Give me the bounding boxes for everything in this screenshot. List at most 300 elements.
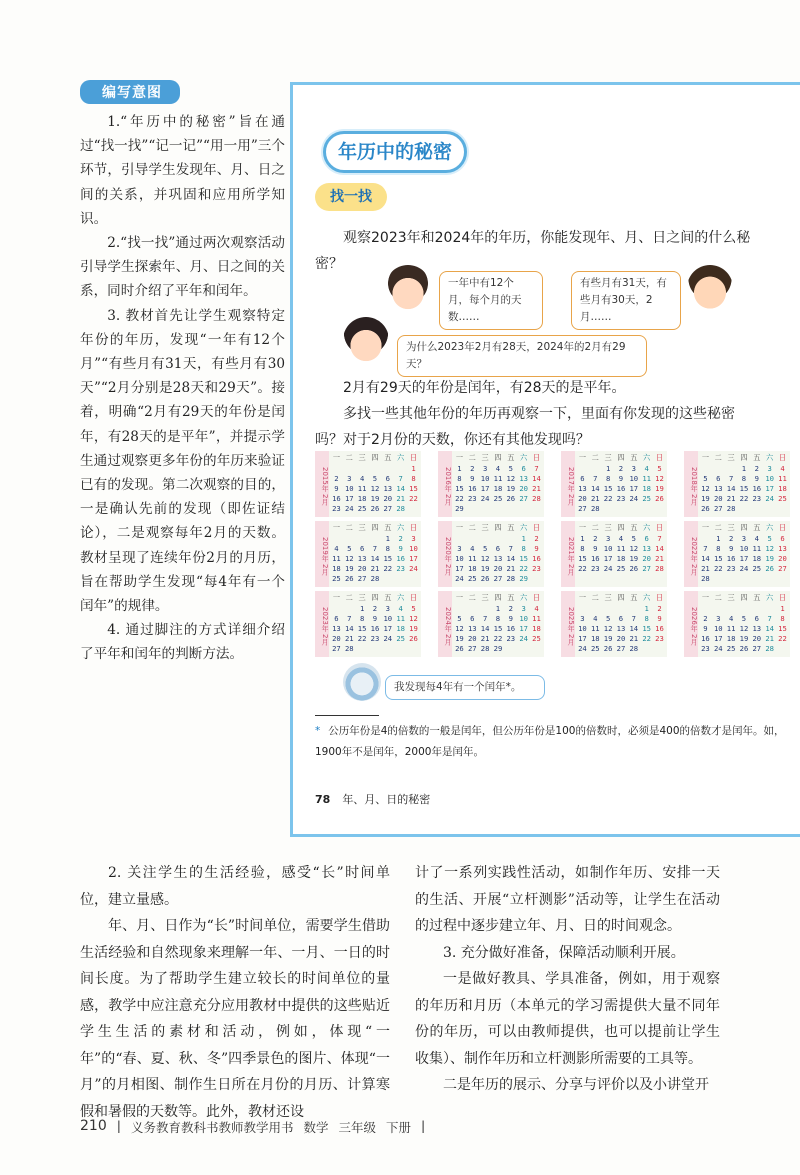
calendar-day: 22 xyxy=(603,494,613,503)
calendar-week-row xyxy=(576,504,666,514)
calendar-day: 22 xyxy=(383,564,393,573)
footer-separator: | xyxy=(421,1118,426,1133)
weekday-label: 四 xyxy=(740,523,748,532)
weekday-label: 六 xyxy=(520,523,528,532)
calendar-week-row xyxy=(453,624,543,634)
calendar-day: 23 xyxy=(532,564,541,573)
calendar-day: 10 xyxy=(765,474,774,483)
calendar-day: 15 xyxy=(409,484,418,493)
calendar-day: 15 xyxy=(357,624,367,633)
calendar-day: 1 xyxy=(580,534,585,543)
calendar-day: 19 xyxy=(344,564,354,573)
calendar-day: 22 xyxy=(409,494,418,503)
footnote-marker: * xyxy=(315,725,321,737)
calendar-day: 22 xyxy=(493,634,503,643)
calendar-week-row xyxy=(330,544,420,554)
calendar-day: 21 xyxy=(344,634,354,643)
weekday-label: 二 xyxy=(468,523,476,532)
calendar-day: 2 xyxy=(534,534,539,543)
speech-bubble: 有些月有31天，有些月有30天，2月…… xyxy=(571,271,681,330)
calendar-day: 22 xyxy=(578,564,587,573)
calendar-empty-cell xyxy=(453,604,466,614)
weekday-label: 日 xyxy=(655,453,664,462)
weekday-label: 四 xyxy=(740,593,748,602)
calendar-day: 24 xyxy=(765,494,774,503)
calendar-day: 1 xyxy=(385,534,390,543)
calendar-empty-cell xyxy=(479,604,492,614)
calendar-day: 19 xyxy=(739,634,749,643)
calendar-day: 14 xyxy=(701,554,710,563)
footnote xyxy=(315,721,785,763)
intro-text: 观察2023年和2024年的年历，你能发现年、月、日之间的什么秘密？ xyxy=(315,230,751,272)
weekday-label: 一 xyxy=(578,453,587,462)
calendar-day: 21 xyxy=(726,494,736,503)
calendar-day: 16 xyxy=(590,554,600,563)
calendar-empty-cell xyxy=(627,504,640,514)
calendar-day: 9 xyxy=(593,544,598,553)
calendar-empty-cell xyxy=(407,644,420,654)
calendar-day: 26 xyxy=(480,574,490,583)
weekday-label: 二 xyxy=(714,453,722,462)
calendar-day: 7 xyxy=(728,474,734,483)
calendar-empty-cell xyxy=(750,504,763,514)
calendar-day: 6 xyxy=(754,614,759,623)
weekday-label: 日 xyxy=(655,593,664,602)
weekday-label: 四 xyxy=(617,593,625,602)
calendar-day: 3 xyxy=(482,464,488,473)
calendar-day: 20 xyxy=(519,484,528,493)
calendar-empty-cell xyxy=(615,504,628,514)
weekday-label: 一 xyxy=(332,593,341,602)
calendar-day: 17 xyxy=(383,624,393,633)
calendar-day: 24 xyxy=(739,564,749,573)
calendar-day: 8 xyxy=(580,544,585,553)
weekday-header xyxy=(699,453,789,463)
calendar-day: 6 xyxy=(359,544,365,553)
calendar-day: 2 xyxy=(754,464,759,473)
calendar-day: 14 xyxy=(506,554,516,563)
calendar-day: 2 xyxy=(398,534,403,543)
sidebar-body xyxy=(80,110,285,667)
conclusion-text: 2月有29天的年份是闰年，有28天的是平年。 xyxy=(343,380,626,396)
calendar-day: 27 xyxy=(383,504,393,513)
calendar-day: 10 xyxy=(519,614,528,623)
calendar-week-row xyxy=(453,494,543,504)
weekday-label: 五 xyxy=(384,593,392,602)
calendar-empty-cell xyxy=(394,464,407,474)
calendar-empty-cell xyxy=(589,604,602,614)
weekday-label: 二 xyxy=(468,453,476,462)
calendar-day: 1 xyxy=(780,604,785,613)
calendar-empty-cell xyxy=(517,504,530,514)
calendar-day: 26 xyxy=(506,494,516,503)
weekday-label: 五 xyxy=(507,593,515,602)
calendar-week-row xyxy=(453,604,543,614)
weekday-label: 二 xyxy=(591,453,599,462)
calendar-day: 20 xyxy=(383,494,393,503)
calendar-day: 12 xyxy=(344,554,354,563)
weekday-label: 五 xyxy=(753,523,761,532)
calendar-day: 5 xyxy=(411,604,416,613)
calendar-day: 3 xyxy=(521,604,526,613)
calendar-day: 13 xyxy=(752,624,762,633)
weekday-label: 四 xyxy=(617,453,625,462)
weekday-label: 三 xyxy=(481,593,489,602)
weekday-label: 日 xyxy=(409,453,418,462)
calendar-empty-cell xyxy=(530,574,543,584)
calendar-week-row xyxy=(699,624,789,634)
calendar-day: 25 xyxy=(532,634,541,643)
sidebar-tag: 编写意图 xyxy=(80,80,180,104)
calendar-day: 15 xyxy=(519,554,528,563)
calendar-day: 5 xyxy=(741,614,747,623)
calendar-day: 25 xyxy=(752,564,762,573)
calendar-day: 27 xyxy=(778,564,787,573)
calendar-day: 3 xyxy=(385,604,390,613)
calendar-empty-cell xyxy=(738,604,751,614)
calendar-week-row xyxy=(699,564,789,574)
calendar-empty-cell xyxy=(369,534,382,544)
calendar-empty-cell xyxy=(776,574,789,584)
lesson-title: 年历中的秘密 xyxy=(323,131,467,173)
calendar-day: 26 xyxy=(370,504,380,513)
weekday-label: 三 xyxy=(604,523,612,532)
calendar-week-row xyxy=(699,504,789,514)
calendar-empty-cell xyxy=(381,574,394,584)
question-text: 多找一些其他年份的年历再观察一下，里面有你发现的这些秘密吗？对于2月份的天数，你还有其他发现吗？ xyxy=(315,406,735,448)
calendar-day: 2 xyxy=(657,604,662,613)
calendar-day: 15 xyxy=(642,624,651,633)
calendar-day: 11 xyxy=(752,544,762,553)
weekday-label: 一 xyxy=(332,453,341,462)
calendar-week-row xyxy=(453,464,543,474)
calendar-day: 23 xyxy=(332,504,341,513)
calendar-day: 21 xyxy=(701,564,710,573)
calendar-day: 26 xyxy=(409,634,418,643)
calendar-empty-cell xyxy=(763,574,776,584)
calendar-day: 16 xyxy=(655,624,664,633)
calendar-day: 4 xyxy=(334,544,339,553)
calendar-day: 6 xyxy=(580,474,585,483)
calendar-day: 18 xyxy=(778,484,787,493)
weekday-label: 四 xyxy=(371,523,379,532)
calendar-day: 11 xyxy=(616,544,626,553)
calendar-day: 11 xyxy=(778,474,787,483)
calendar-day: 2 xyxy=(618,464,624,473)
calendar-day: 16 xyxy=(396,554,405,563)
calendar-empty-cell xyxy=(407,574,420,584)
calendar-empty-cell xyxy=(530,504,543,514)
calendar-day: 26 xyxy=(629,564,639,573)
calendar-day: 10 xyxy=(455,554,464,563)
calendar-day: 15 xyxy=(778,624,787,633)
calendar-day: 23 xyxy=(467,494,477,503)
weekday-header xyxy=(576,453,666,463)
calendar-week-row xyxy=(330,604,420,614)
calendar-empty-cell xyxy=(602,604,615,614)
calendar-day: 9 xyxy=(534,544,539,553)
calendar-year-label: 2022年 2月 xyxy=(684,521,698,587)
calendar-day: 16 xyxy=(506,624,516,633)
calendar-day: 21 xyxy=(590,494,600,503)
calendar-day: 14 xyxy=(370,554,380,563)
calendar-day: 26 xyxy=(701,504,710,513)
calendar-day: 3 xyxy=(347,474,352,483)
calendar-day: 28 xyxy=(701,574,710,583)
calendar-week-row xyxy=(330,554,420,564)
calendar-day: 20 xyxy=(713,494,723,503)
calendar-day: 5 xyxy=(508,464,513,473)
calendar-day: 2 xyxy=(593,534,598,543)
calendar-empty-cell xyxy=(466,534,479,544)
calendar-day: 12 xyxy=(765,544,774,553)
calendar-week-row xyxy=(453,634,543,644)
calendar-day: 13 xyxy=(616,624,626,633)
month-calendar xyxy=(315,591,421,657)
calendar-week-row xyxy=(699,604,789,614)
calendar-day: 5 xyxy=(703,474,708,483)
calendar-day: 24 xyxy=(629,494,639,503)
calendar-day: 16 xyxy=(370,624,380,633)
calendar-day: 14 xyxy=(590,484,600,493)
calendar-empty-cell xyxy=(576,604,589,614)
calendar-day: 2 xyxy=(470,464,475,473)
calendar-day: 16 xyxy=(467,484,477,493)
calendar-day: 13 xyxy=(519,474,528,483)
calendar-day: 21 xyxy=(506,564,516,573)
calendar-day: 28 xyxy=(344,644,354,653)
calendar-day: 23 xyxy=(396,564,405,573)
calendar-day: 4 xyxy=(618,534,624,543)
calendar-day: 20 xyxy=(578,494,587,503)
calendar-day: 7 xyxy=(347,614,352,623)
calendar-week-row xyxy=(699,484,789,494)
calendar-day: 1 xyxy=(644,604,649,613)
calendar-week-row xyxy=(699,534,789,544)
calendar-day: 16 xyxy=(616,484,626,493)
weekday-label: 五 xyxy=(630,523,638,532)
calendar-year-label: 2015年 2月 xyxy=(315,451,329,517)
calendar-day: 16 xyxy=(332,494,341,503)
calendar-day: 17 xyxy=(713,634,723,643)
calendar-day: 18 xyxy=(616,554,626,563)
calendar-day: 3 xyxy=(716,614,721,623)
calendar-day: 12 xyxy=(655,474,664,483)
calendar-day: 27 xyxy=(493,574,503,583)
calendar-week-row xyxy=(330,504,420,514)
calendar-day: 18 xyxy=(493,484,503,493)
calendar-day: 29 xyxy=(455,504,464,513)
calendar-day: 15 xyxy=(739,484,749,493)
calendar-empty-cell xyxy=(725,574,738,584)
calendar-day: 6 xyxy=(521,464,526,473)
weekday-label: 三 xyxy=(604,453,612,462)
weekday-label: 一 xyxy=(578,523,587,532)
calendar-day: 27 xyxy=(616,644,626,653)
calendar-empty-cell xyxy=(530,644,543,654)
weekday-label: 三 xyxy=(727,593,735,602)
calendar-day: 19 xyxy=(701,494,710,503)
calendar-day: 20 xyxy=(467,634,477,643)
calendar-day: 24 xyxy=(713,644,723,653)
calendar-day: 18 xyxy=(590,634,600,643)
calendar-day: 25 xyxy=(493,494,503,503)
calendar-day: 16 xyxy=(532,554,541,563)
calendar-day: 9 xyxy=(470,474,475,483)
calendar-empty-cell xyxy=(453,534,466,544)
calendar-day: 18 xyxy=(726,634,736,643)
calendar-empty-cell xyxy=(356,534,369,544)
textbook-folio xyxy=(315,791,430,807)
weekday-label: 五 xyxy=(753,593,761,602)
calendar-day: 26 xyxy=(655,494,664,503)
calendar-day: 21 xyxy=(629,634,639,643)
calendar-year-label: 2017年 2月 xyxy=(561,451,575,517)
calendar-empty-cell xyxy=(407,504,420,514)
calendar-day: 16 xyxy=(752,484,762,493)
weekday-label: 二 xyxy=(345,593,353,602)
weekday-label: 四 xyxy=(371,593,379,602)
calendar-day: 5 xyxy=(631,534,636,543)
calendar-day: 21 xyxy=(765,634,774,643)
calendar-week-row xyxy=(453,484,543,494)
body-paragraph: 3. 充分做好准备，保障活动顺利开展。 xyxy=(443,944,685,961)
calendar-day: 14 xyxy=(532,474,541,483)
month-calendar xyxy=(684,591,790,657)
calendar-week-row xyxy=(330,574,420,584)
calendar-day: 25 xyxy=(590,644,600,653)
calendar-day: 6 xyxy=(780,534,785,543)
calendar-empty-cell xyxy=(699,534,712,544)
body-paragraph: 计了一系列实践性活动，如制作年历、安排一天的生活、开展“立杆测影”活动等，让学生在活动的过程中逐步建立年、月、日的时间观念。 xyxy=(415,865,720,934)
calendar-day: 25 xyxy=(778,494,787,503)
month-calendar xyxy=(438,591,544,657)
calendar-week-row xyxy=(576,484,666,494)
weekday-label: 四 xyxy=(494,593,502,602)
weekday-label: 六 xyxy=(520,593,528,602)
calendar-empty-cell xyxy=(589,464,602,474)
weekday-label: 一 xyxy=(701,523,710,532)
calendar-day: 9 xyxy=(508,614,513,623)
weekday-label: 五 xyxy=(507,523,515,532)
calendar-empty-cell xyxy=(479,504,492,514)
calendar-day: 8 xyxy=(521,544,526,553)
calendar-day: 10 xyxy=(383,614,393,623)
weekday-label: 日 xyxy=(778,593,787,602)
calendar-week-row xyxy=(453,534,543,544)
girl-avatar-icon xyxy=(343,317,389,363)
month-calendar xyxy=(438,521,544,587)
calendar-day: 20 xyxy=(778,554,787,563)
calendar-week-row xyxy=(330,494,420,504)
calendar-empty-cell xyxy=(504,504,517,514)
calendar-day: 18 xyxy=(357,494,367,503)
weekday-label: 日 xyxy=(778,453,787,462)
calendar-empty-cell xyxy=(330,604,343,614)
calendar-day: 11 xyxy=(493,474,503,483)
calendar-day: 4 xyxy=(470,544,475,553)
calendar-empty-cell xyxy=(712,464,725,474)
footer-separator: | xyxy=(116,1118,121,1133)
speech-bubble: 为什么2023年2月有28天，2024年的2月有29天？ xyxy=(397,335,647,377)
calendar-day: 16 xyxy=(701,634,710,643)
calendar-day: 14 xyxy=(396,484,405,493)
calendar-year-label: 2016年 2月 xyxy=(438,451,452,517)
calendar-empty-cell xyxy=(725,464,738,474)
calendar-day: 13 xyxy=(467,624,477,633)
calendar-empty-cell xyxy=(343,604,356,614)
calendar-day: 1 xyxy=(741,464,747,473)
calendar-empty-cell xyxy=(712,574,725,584)
calendar-day: 27 xyxy=(357,574,367,583)
calendar-week-row xyxy=(699,644,789,654)
calendar-day: 10 xyxy=(480,474,490,483)
textbook-page-number: 78 xyxy=(315,793,331,806)
calendar-week-row xyxy=(576,534,666,544)
calendar-day: 25 xyxy=(726,644,736,653)
calendar-day: 10 xyxy=(629,474,639,483)
calendar-week-row xyxy=(453,554,543,564)
calendar-day: 24 xyxy=(344,504,354,513)
calendar-day: 11 xyxy=(590,624,600,633)
weekday-header xyxy=(576,523,666,533)
textbook-page xyxy=(290,82,800,837)
calendar-day: 5 xyxy=(482,544,488,553)
calendar-day: 8 xyxy=(457,474,462,483)
calendar-empty-cell xyxy=(466,604,479,614)
calendar-year-label: 2021年 2月 xyxy=(561,521,575,587)
calendar-day: 21 xyxy=(370,564,380,573)
calendar-day: 29 xyxy=(493,644,503,653)
weekday-label: 六 xyxy=(766,523,774,532)
weekday-label: 日 xyxy=(778,523,787,532)
speech-bubble: 一年中有12个月，每个月的天数…… xyxy=(439,271,543,330)
calendar-day: 26 xyxy=(739,644,749,653)
calendar-empty-cell xyxy=(776,644,789,654)
calendar-day: 19 xyxy=(480,564,490,573)
calendar-week-row xyxy=(576,644,666,654)
calendar-day: 27 xyxy=(467,644,477,653)
calendar-day: 7 xyxy=(398,474,403,483)
page-number: 210 xyxy=(80,1118,107,1134)
page-footer xyxy=(80,1118,425,1136)
calendar-day: 10 xyxy=(739,544,749,553)
calendar-empty-cell xyxy=(504,534,517,544)
calendar-day: 19 xyxy=(455,634,464,643)
weekday-header xyxy=(330,523,420,533)
calendar-week-row xyxy=(330,474,420,484)
body-paragraph: 年、月、日作为“长”时间单位，需要学生借助生活经验和自然现象来理解一年、一月、一日的时间长度。为了帮助学生建立较长的时间单位的量感，教学中应注意充分应用教材中提供的这些贴近学生生活的素材和活动，例如，体现“一年”的“春、夏、秋、冬”四季景色的图片、体现“一月”的月相图、制作生日所在月份的月历、计算寒假和暑假的天数等。此外，教材还设 xyxy=(80,918,390,1120)
calendar-empty-cell xyxy=(394,644,407,654)
calendar-day: 24 xyxy=(455,574,464,583)
calendar-day: 14 xyxy=(480,624,490,633)
calendar-empty-cell xyxy=(576,464,589,474)
calendar-empty-cell xyxy=(517,644,530,654)
calendar-week-row xyxy=(699,554,789,564)
calendar-day: 5 xyxy=(457,614,462,623)
calendar-empty-cell xyxy=(504,644,517,654)
weekday-label: 一 xyxy=(701,453,710,462)
calendar-day: 9 xyxy=(657,614,662,623)
calendar-day: 28 xyxy=(396,504,405,513)
sidebar-paragraph: 4. 通过脚注的方式详细介绍了平年和闰年的判断方法。 xyxy=(80,622,285,663)
weekday-label: 六 xyxy=(643,523,651,532)
calendar-empty-cell xyxy=(394,574,407,584)
calendar-week-row xyxy=(453,574,543,584)
calendar-day: 26 xyxy=(603,644,613,653)
calendar-day: 4 xyxy=(593,614,598,623)
calendar-day: 1 xyxy=(521,534,526,543)
